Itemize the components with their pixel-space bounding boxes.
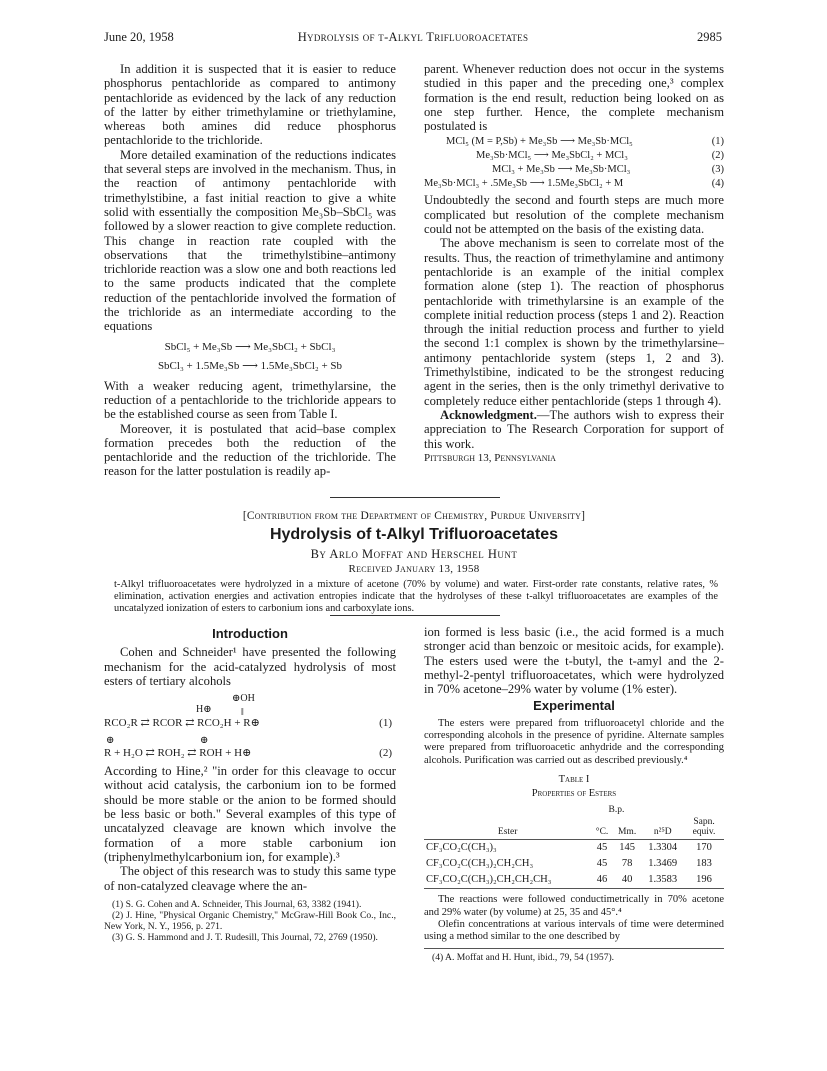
paragraph: In addition it is suspected that it is easier to reduce phosphorus pentachloride as compared to antimony pentachloride as evidenced by the lack of any reduction of the latter by either trimethylamine or triethylamine, whereas both amines did reduce phosphorus pentachloride to the trichloride. bbox=[104, 62, 396, 148]
step-number: (2) bbox=[711, 150, 724, 162]
charge-mark: ⊕ bbox=[106, 735, 115, 747]
equation: SbCl₃ + 1.5Me₃Sb ⟶ 1.5Me₃SbCl₂ + Sb bbox=[157, 359, 343, 372]
step-expression: Me₃Sb·MCl₅ ⟶ Me₃SbCl₂ + MCl₃ bbox=[476, 150, 628, 162]
footnote: (2) J. Hine, "Physical Organic Chemistry," McGraw-Hill Book Co., Inc., New York, N. Y., 1956, p. 271. bbox=[104, 909, 396, 932]
table-cell: 45 bbox=[596, 841, 608, 853]
page-header bbox=[104, 30, 722, 46]
article-right-column bbox=[424, 625, 724, 963]
table-cell: 45 bbox=[596, 857, 608, 869]
experimental-heading: Experimental bbox=[533, 698, 615, 714]
paragraph: The esters were prepared from trifluoroacetyl chloride and the corresponding alcohols in the presence of pyridine. Alternate samples were prepared from trifluoroacetic anhydride and the corresponding alcohols. Purification was carried out as described previously.⁴ bbox=[424, 717, 724, 766]
step-expression: MCl₃ + Me₃Sb ⟶ Me₃Sb·MCl₃ bbox=[492, 164, 631, 176]
column-header: n²⁵D bbox=[641, 817, 684, 840]
equation: SbCl₅ + Me₃Sb ⟶ Me₃SbCl₂ + SbCl₃ bbox=[164, 340, 336, 353]
table-cell: CF₃CO₂C(CH₃)₂CH₂CH₃ bbox=[426, 857, 534, 869]
paragraph: Cohen and Schneider¹ have presented the following mechanism for the acid-catalyzed hydrolysis of most esters of tertiary alcohols bbox=[104, 645, 396, 688]
table-caption: Table I bbox=[558, 773, 590, 785]
mechanism-step bbox=[424, 149, 724, 163]
paragraph: ion formed is less basic (i.e., the acid formed is a much stronger acid than benzoic or mesitoic acids, for example). The esters used were the t-butyl, the t-amyl and the 2-methyl-2-pentyl trifluoroacetates, which were hydrolyzed in 70% acetone–29% water by volume (1% ester). bbox=[424, 625, 724, 697]
article-left-column bbox=[104, 625, 396, 943]
table-row bbox=[424, 872, 724, 889]
charge-mark: ⊕ bbox=[200, 735, 209, 747]
column-header: Ester bbox=[424, 817, 591, 840]
boiling-point-header: B.p. bbox=[608, 804, 625, 815]
step-number: (1) bbox=[711, 136, 724, 148]
footnotes bbox=[104, 899, 396, 943]
paragraph: With a weaker reducing agent, trimethylarsine, the reduction of a pentachloride to the trichloride appears to be the established course as seen from Table I. bbox=[104, 378, 396, 422]
reaction-scheme bbox=[104, 690, 396, 762]
acknowledgment-heading: Acknowledgment. bbox=[440, 407, 537, 422]
article-title: Hydrolysis of t-Alkyl Trifluoroacetates bbox=[269, 526, 559, 543]
table-cell: 170 bbox=[696, 841, 712, 853]
paragraph: Undoubtedly the second and fourth steps are much more complicated but resolution of the complete mechanism could not be attempted on the basis of the existing data. bbox=[424, 193, 724, 237]
step-expression: Me₃Sb·MCl₃ + .5Me₃Sb ⟶ 1.5Me₃SbCl₂ + M bbox=[424, 178, 624, 190]
received-date: Received January 13, 1958 bbox=[348, 563, 480, 575]
table-row bbox=[424, 839, 724, 856]
table-cell: 1.3583 bbox=[641, 872, 684, 889]
reaction-line-2: R + H₂O ⇄ ROH₂ ⇄ ROH + H⊕ bbox=[104, 747, 252, 760]
reaction-number-2: (2) bbox=[379, 747, 392, 760]
footnote: (4) A. Moffat and H. Hunt, ibid., 79, 54 (1957). bbox=[432, 951, 615, 963]
issue-date: June 20, 1958 bbox=[104, 30, 174, 44]
step-number: (4) bbox=[711, 178, 724, 190]
abstract: t-Alkyl trifluoroacetates were hydrolyzed in a mixture of acetone (70% by volume) and water. First-order rate constants, relative rates, % elimination, activation energies and activation entropies indicate that the hydrolyses of these t-alkyl trifluoroacetates are examples of the uncatalyzed ionization of esters to carbonium ions and carboxylate ions. bbox=[114, 579, 718, 615]
properties-table bbox=[424, 805, 724, 890]
experimental-text bbox=[424, 718, 724, 767]
paragraph: More detailed examination of the reductions indicates that several steps are involved in the mechanism. Thus, in the reaction of antimony pentachloride with trimethylstibine, a fast initial reaction to give a white solid with essentially the composition Me₃Sb–SbCl₅ was followed by a slower reaction to give complete reduction. This change in reaction rate coupled with the observations that the trimethylstibine–antimony trichloride reaction was a slow one and both reactions led to the same products indicated that the complete reduction of the pentachloride involved the formation of the trichloride as an intermediate according to the equations bbox=[104, 147, 396, 334]
paragraph: parent. Whenever reduction does not occur in the systems studied in this paper and the preceding one,³ complex formation is the end result, reduction being looked on as one step further. Hence, the complete mechanism postulated is bbox=[424, 62, 724, 134]
column-header: Sapn. equiv. bbox=[684, 817, 724, 840]
article-divider bbox=[330, 497, 500, 498]
paragraph: Olefin concentrations at various intervals of time were determined using a method similar to the one described by bbox=[424, 919, 724, 943]
table-cell: 78 bbox=[621, 857, 633, 869]
footnote: (1) S. G. Cohen and A. Schneider, This Journal, 63, 3382 (1941). bbox=[112, 898, 362, 910]
mechanism-step bbox=[424, 163, 724, 177]
page-number: 2985 bbox=[697, 30, 722, 44]
paragraph: The reactions were followed conductimetrically in 70% acetone and 29% water (by volume) at 25, 35 and 45°.⁴ bbox=[424, 894, 724, 918]
mechanism-step bbox=[424, 135, 724, 149]
prev-article-left-column bbox=[104, 62, 396, 479]
mechanism-steps bbox=[424, 135, 724, 191]
paragraph: The above mechanism is seen to correlate most of the results. Thus, the reaction of trimethylamine and antimony pentachloride is an example of the initial complex formation alone (step 1). The reaction of phosphorus pentachloride with trimethylarsine is an example of the complete initial reduction process (steps 1 and 2). Reaction through the initial reduction process and further to yield the second 1:1 complex is shown by the trimethylarsine–antimony pentachloride system (steps 1, 2 and 3). Trimethylstibine, indicated to be the strongest reducing agent in the series, then is the only trimethyl derivative to completely reduce either pentachloride (steps 1 through 4). bbox=[424, 236, 724, 408]
table-cell: CF₃CO₂C(CH₃)₃ bbox=[426, 841, 497, 853]
table-subcaption: Properties of Esters bbox=[531, 788, 617, 800]
acknowledgment-text: —The authors wish to express their appreciation to The Research Corporation for support of this work. bbox=[424, 407, 724, 451]
footnote: (3) G. S. Hammond and J. T. Rudesill, This Journal, 72, 2769 (1950). bbox=[112, 931, 378, 943]
running-title: Hydrolysis of t-Alkyl Trifluoroacetates bbox=[297, 30, 529, 44]
table-cell: 40 bbox=[613, 872, 642, 889]
author-location: Pittsburgh 13, Pennsylvania bbox=[424, 451, 556, 464]
double-bond-mark: ‖ bbox=[241, 707, 244, 719]
abstract-divider bbox=[330, 615, 500, 616]
acknowledgment bbox=[424, 408, 724, 451]
table-cell: 46 bbox=[591, 872, 612, 889]
paragraph: According to Hine,² "in order for this cleavage to occur without acid catalysis, the carbonium ion to be formed should be more stable or the anion to be formed should be less basic or both." Several examples of this type of uncatalyzed cleavage are known which involve the formation of a more stable carbonium ion (triphenylmethylcarbonium ion, for example).³ bbox=[104, 764, 396, 864]
experimental-text bbox=[424, 894, 724, 943]
article-authors: By Arlo Moffat and Herschel Hunt bbox=[310, 547, 518, 561]
proton-label: H⊕ bbox=[196, 704, 212, 716]
prev-article-right-column bbox=[424, 62, 724, 465]
step-expression: MCl₅ (M = P,Sb) + Me₃Sb ⟶ Me₃Sb·MCl₅ bbox=[446, 136, 633, 148]
paragraph: The object of this research was to study this same type of non-catalyzed cleavage where the an- bbox=[104, 864, 396, 893]
reaction-line-1: RCO₂R ⇄ RCOR ⇄ RCO₂H + R⊕ bbox=[104, 717, 260, 730]
footnotes bbox=[424, 948, 724, 963]
table-cell: 145 bbox=[619, 841, 635, 853]
table-row bbox=[424, 856, 724, 872]
table-cell: 1.3304 bbox=[648, 841, 678, 853]
table-cell: CF₃CO₂C(CH₃)₂CH₂CH₂CH₃ bbox=[424, 872, 591, 889]
column-header: °C. bbox=[591, 817, 612, 840]
reaction-number-1: (1) bbox=[379, 717, 392, 730]
column-header: Mm. bbox=[613, 817, 642, 840]
table-cell: 1.3469 bbox=[648, 857, 678, 869]
mechanism-step bbox=[424, 177, 724, 191]
contribution-line: [Contribution from the Department of Chemistry, Purdue University] bbox=[242, 510, 586, 522]
oxonium-label: ⊕OH bbox=[232, 693, 255, 705]
paragraph: Moreover, it is postulated that acid–base complex formation precedes both the reduction of the pentachloride and the reduction of the trichloride. The reason for the latter postulation is readily ap- bbox=[104, 421, 396, 479]
table-cell: 196 bbox=[684, 872, 724, 889]
step-number: (3) bbox=[711, 164, 724, 176]
table-cell: 183 bbox=[696, 857, 712, 869]
introduction-heading: Introduction bbox=[212, 626, 288, 641]
